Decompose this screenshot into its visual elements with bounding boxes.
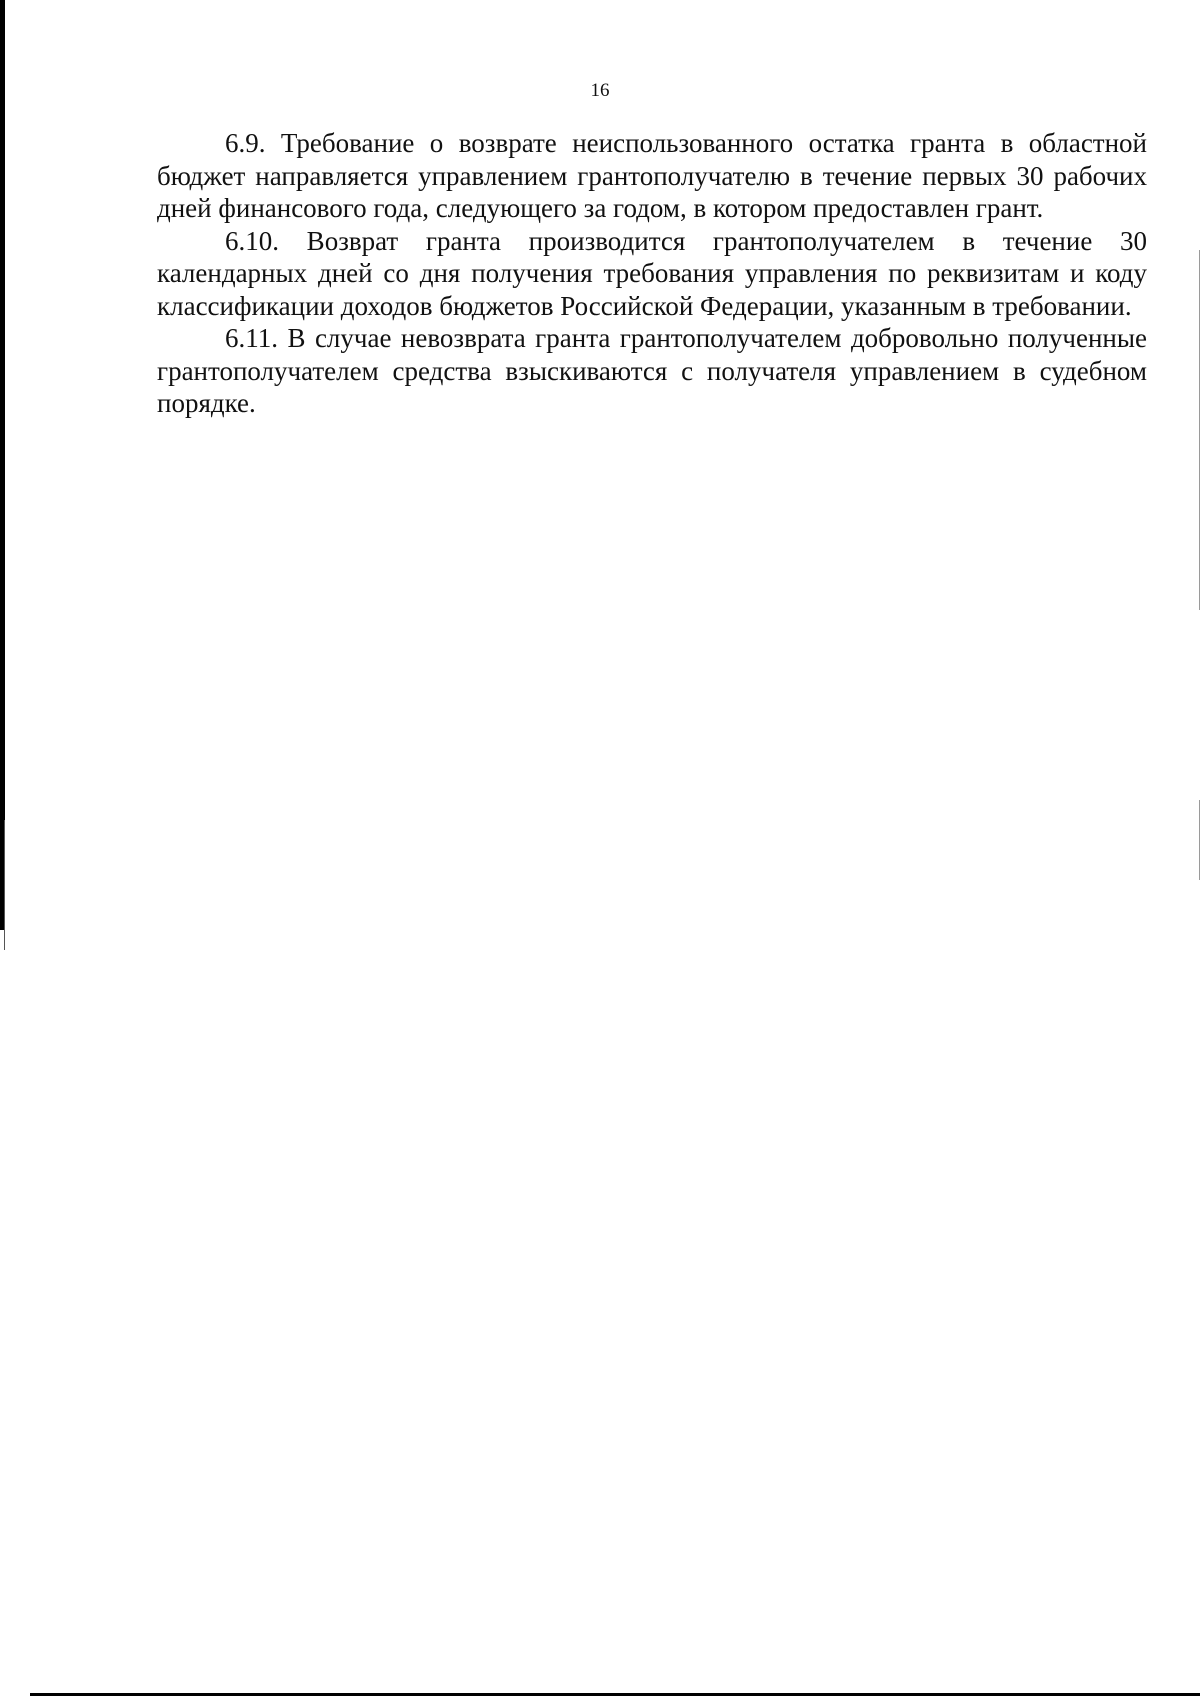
scan-edge-left [0, 0, 5, 930]
document-body [157, 127, 1147, 420]
scan-edge-bottom [30, 1693, 1200, 1696]
page-number: 16 [590, 80, 610, 101]
paragraph-6-10: 6.10. Возврат гранта производится грантополучателем в течение 30 календарных дней со дня получения требования управления по реквизитам и коду классификации доходов бюджетов Российской Федерации, указанным в требовании. [157, 225, 1147, 321]
paragraph-6-11: 6.11. В случае невозврата гранта грантополучателем добровольно полученные грантополучателем средства взыскиваются с получателя управлением в судебном порядке. [157, 323, 1147, 418]
scan-edge-left-thin [4, 820, 5, 950]
paragraph-6-9: 6.9. Требование о возврате неиспользованного остатка гранта в областной бюджет направляется управлением грантополучателю в течение первых 30 рабочих дней финансового года, следующего за годом, в котором предоставлен грант. [157, 128, 1147, 223]
